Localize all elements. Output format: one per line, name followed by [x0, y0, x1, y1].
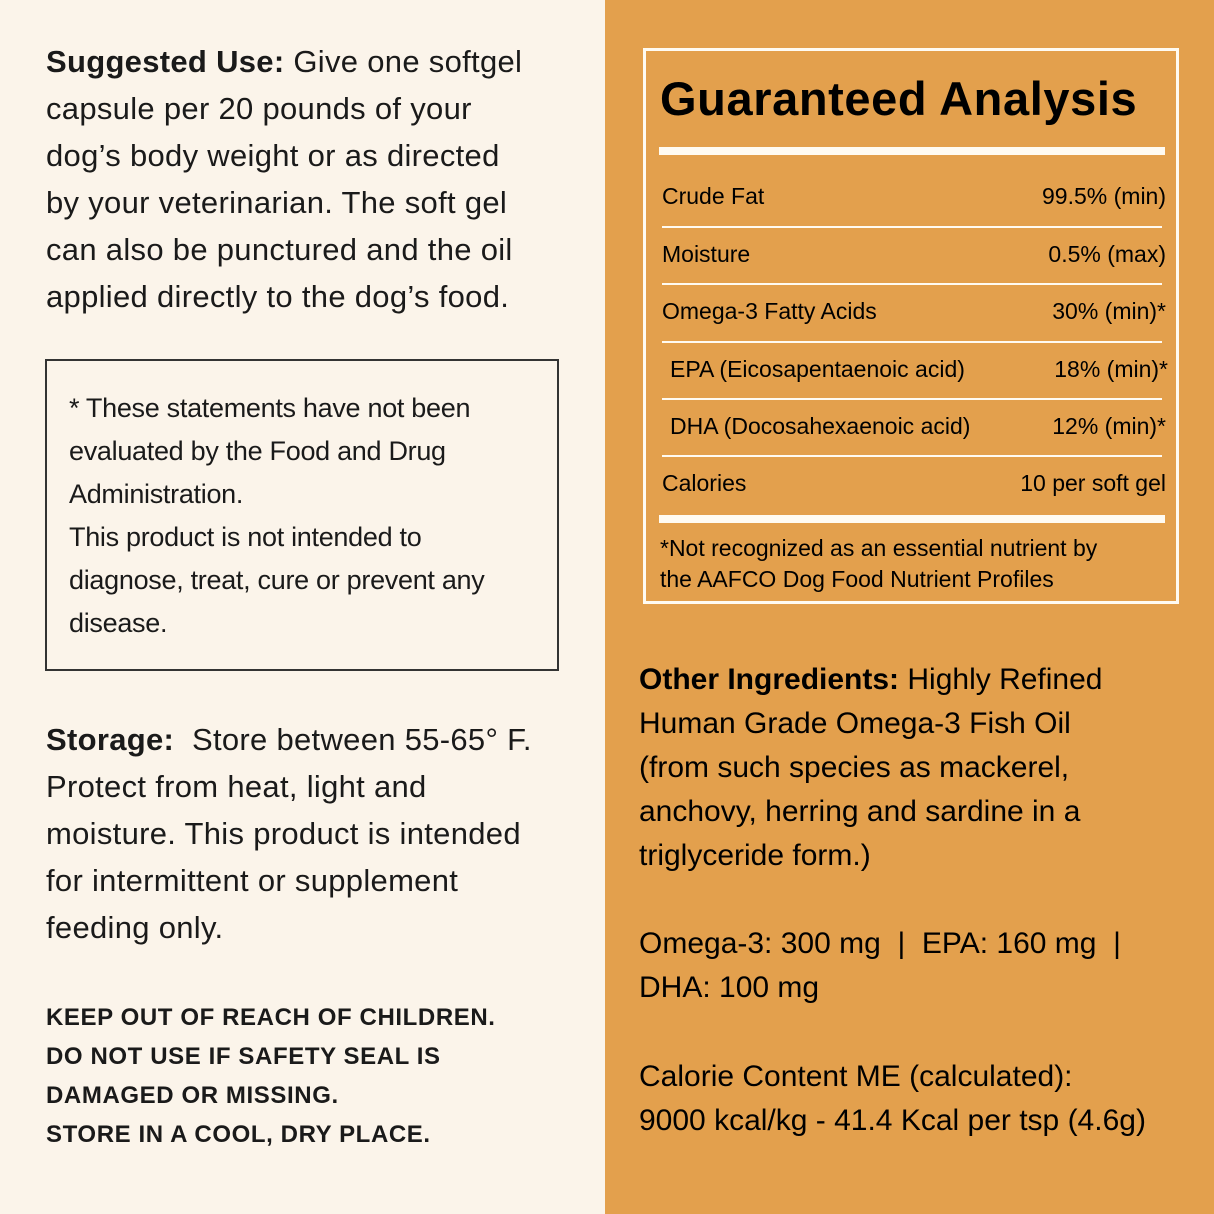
safety-warnings: KEEP OUT OF REACH OF CHILDREN. DO NOT USE IF SAFETY SEAL IS DAMAGED OR MISSING. STORE IN A COOL, DRY PLACE. [46, 1004, 496, 1148]
suggested-use-text: Suggested Use: Give one softgel capsule per 20 pounds of your dog’s body weight or as directed by your veterinarian. The soft gel can also be punctured and the oil applied directly to the dog’s food. [46, 44, 523, 314]
analysis-row: Calories 10 per soft gel [662, 470, 1166, 496]
suggested-use-heading: Suggested Use: [46, 44, 285, 79]
storage-text: Storage: Store between 55-65° F. Protect from heat, light and moisture. This product is intended for intermittent or supplement feeding only. [46, 722, 532, 945]
analysis-row: Moisture 0.5% (max) [662, 241, 1166, 267]
other-ingredients-text: Other Ingredients: Highly Refined Human Grade Omega-3 Fish Oil (from such species as mackerel, anchovy, herring and sardine in a triglyceride form.) [639, 663, 1103, 872]
guaranteed-analysis-box [643, 48, 1179, 604]
fda-disclaimer-box: * These statements have not been evaluated by the Food and Drug Administration. This product is not intended to diagnose, treat, cure or prevent any disease. [45, 359, 559, 671]
analysis-row: Crude Fat 99.5% (min) [662, 183, 1166, 209]
divider-thick [659, 147, 1165, 155]
left-panel [0, 0, 605, 1214]
analysis-row: EPA (Eicosapentaenoic acid) 18% (min)* [670, 356, 1168, 382]
divider-thick [659, 515, 1165, 523]
other-ingredients-heading: Other Ingredients: [639, 663, 900, 696]
analysis-row: Omega-3 Fatty Acids 30% (min)* [662, 298, 1166, 324]
aafco-footnote: *Not recognized as an essential nutrient by the AAFCO Dog Food Nutrient Profiles [660, 535, 1098, 592]
calorie-content: Calorie Content ME (calculated): 9000 kcal/kg - 41.4 Kcal per tsp (4.6g) [639, 1060, 1146, 1137]
storage-heading: Storage: [46, 722, 175, 757]
analysis-row: DHA (Docosahexaenoic acid) 12% (min)* [670, 413, 1166, 439]
omega-amounts: Omega-3: 300 mg | EPA: 160 mg | DHA: 100 mg [639, 927, 1121, 1004]
guaranteed-analysis-title: Guaranteed Analysis [660, 72, 1138, 125]
